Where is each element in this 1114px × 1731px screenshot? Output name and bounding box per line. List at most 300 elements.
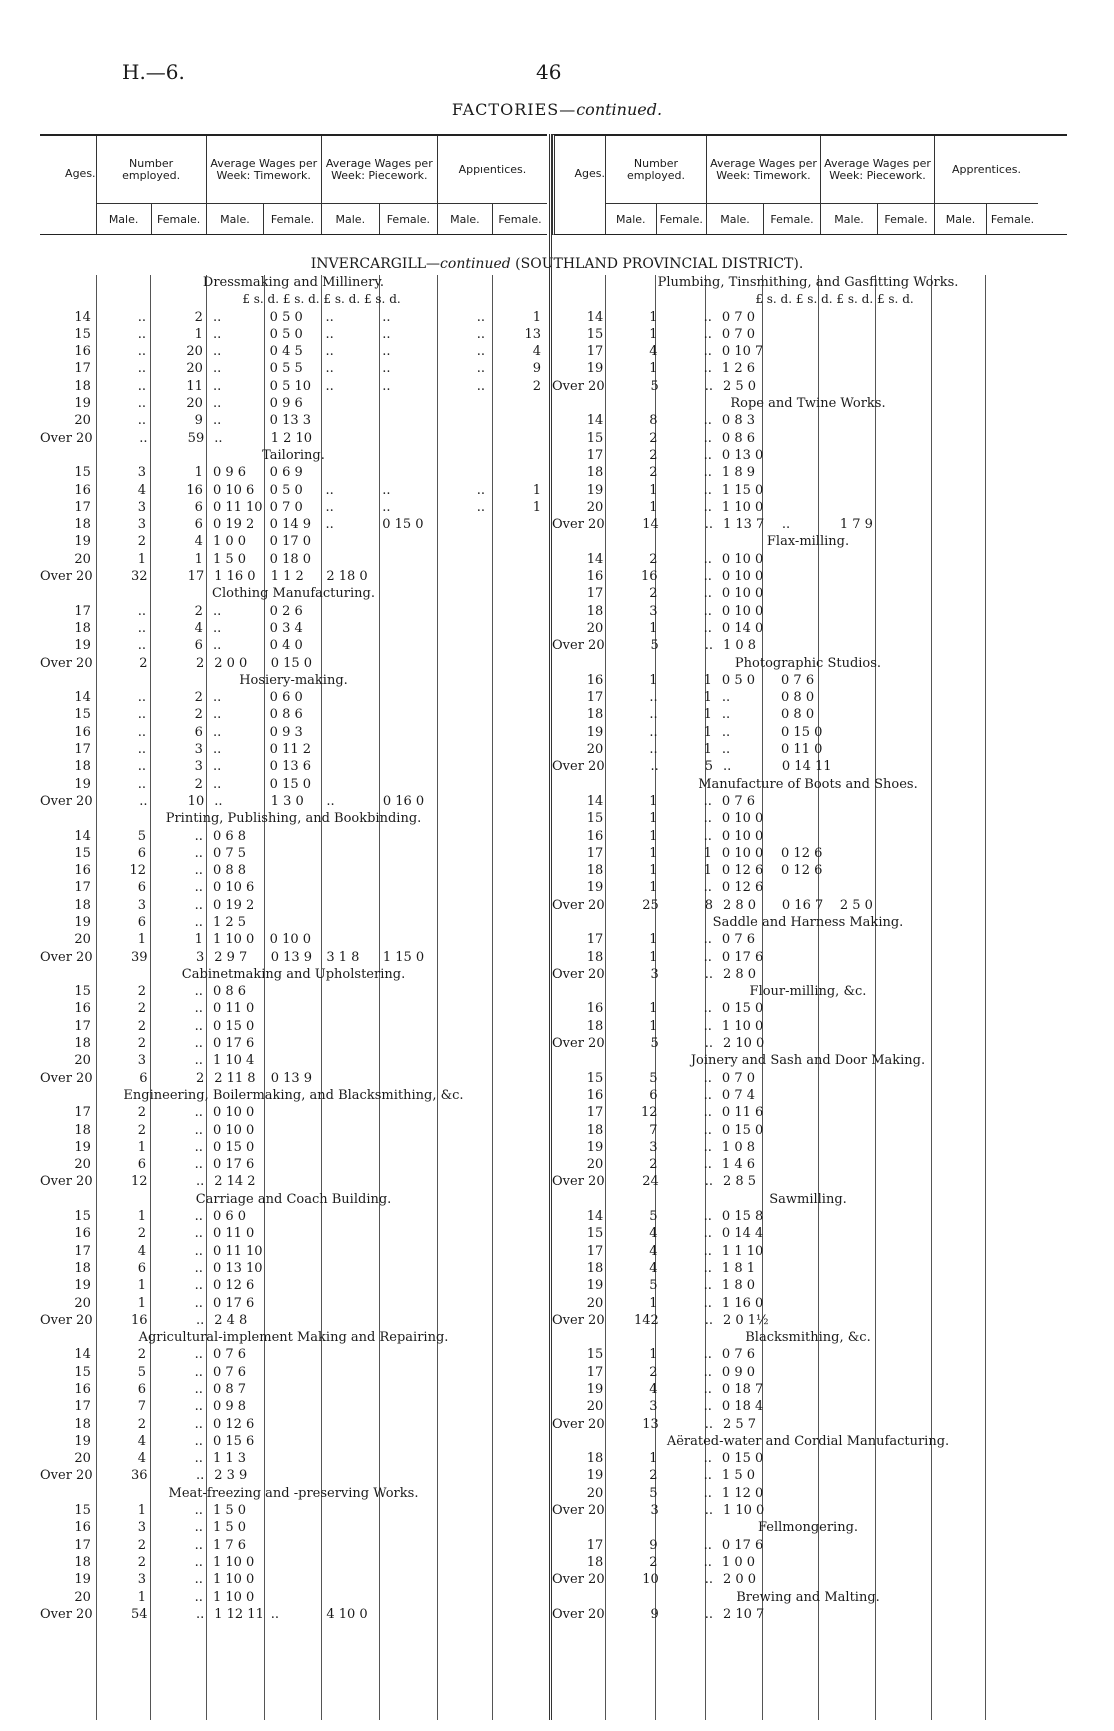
female-employed-cell: ..	[703, 1485, 712, 1501]
male-employed-cell: ..	[137, 707, 147, 723]
male-employed-cell: 3	[137, 1520, 147, 1536]
region-continued: continued	[440, 256, 511, 272]
male-piecework-wage-cell	[322, 828, 379, 845]
male-piecework-wage-cell	[322, 741, 379, 758]
male-apprentices-cell	[952, 689, 1010, 706]
table-row	[40, 1139, 547, 1156]
table-row	[40, 499, 547, 516]
male-apprentices-cell	[435, 620, 491, 637]
section-title: Flax-milling.	[766, 534, 850, 550]
female-employed-cell: ..	[703, 430, 712, 446]
male-employed-cell: 25	[642, 897, 659, 913]
table-row	[552, 343, 1064, 360]
female-timework-wage-cell	[778, 1173, 836, 1190]
female-piecework-wage-cell	[894, 1243, 952, 1260]
age-cell: 19	[586, 482, 604, 498]
male-employed-cell: 3	[649, 1399, 658, 1415]
female-apprentices-cell	[491, 1104, 547, 1121]
female-apprentices-cell	[491, 1139, 547, 1156]
table-row	[40, 914, 547, 931]
female-apprentices-cell	[491, 1571, 547, 1588]
female-timework-wage-cell	[778, 1312, 836, 1329]
female-piecework-wage-cell	[378, 706, 435, 723]
male-timework-wage-cell: 1 10 4	[212, 1053, 255, 1069]
female-apprentices-cell	[491, 430, 547, 447]
male-employed-cell: 6	[649, 1087, 658, 1103]
female-apprentices-cell	[491, 1260, 547, 1277]
female-apprentices-cell	[1011, 1122, 1064, 1139]
female-apprentices-cell	[1011, 1035, 1064, 1052]
male-timework-wage-cell: 2 0 1½	[722, 1312, 769, 1328]
male-employed-cell: ..	[137, 776, 147, 792]
male-apprentices-cell	[952, 1467, 1010, 1484]
age-cell: 17	[586, 1537, 604, 1553]
male-timework-wage-cell: 0 6 8	[212, 828, 247, 844]
male-piecework-wage-cell	[322, 1398, 379, 1415]
male-piecework-wage-cell	[322, 1260, 379, 1277]
female-timework-wage-cell	[266, 1398, 322, 1415]
female-employed-cell: ..	[703, 1347, 712, 1363]
age-cell: 18	[74, 1260, 91, 1276]
female-apprentices-cell	[491, 1537, 547, 1554]
table-row	[552, 1416, 1064, 1433]
male-timework-wage-cell: 2 4 8	[214, 1312, 248, 1328]
female-piecework-wage-cell: ..	[382, 361, 391, 377]
table-row	[552, 1070, 1064, 1087]
female-timework-wage-cell	[266, 1122, 322, 1139]
female-piecework-wage-cell	[894, 741, 952, 758]
age-cell: 18	[74, 897, 91, 913]
female-employed-cell: 9	[194, 413, 203, 429]
male-apprentices-cell	[952, 1225, 1010, 1242]
female-piecework-wage-cell	[895, 1606, 953, 1623]
female-piecework-wage-cell	[894, 1364, 952, 1381]
table-row	[552, 1364, 1064, 1381]
male-apprentices-cell: ..	[476, 309, 485, 325]
male-employed-cell: 1	[649, 1001, 658, 1017]
female-employed-cell: ..	[703, 569, 712, 585]
section-title: Rope and Twine Works.	[730, 396, 886, 412]
age-cell: 18	[74, 517, 91, 533]
male-apprentices-cell	[952, 360, 1010, 377]
female-apprentices-cell	[1011, 378, 1064, 395]
female-apprentices-cell	[1011, 949, 1064, 966]
female-piecework-wage-cell	[895, 1416, 953, 1433]
section-title: Meat-freezing and -preserving Works.	[168, 1485, 419, 1501]
female-piecework-wage-cell	[378, 724, 435, 741]
female-piecework-wage-cell	[378, 1052, 435, 1069]
male-timework-wage-cell: 1 10 0	[721, 499, 764, 515]
female-piecework-wage-cell	[379, 1467, 436, 1484]
female-employed-cell: ..	[703, 1087, 712, 1103]
male-piecework-wage-cell	[836, 1416, 895, 1433]
male-employed-cell: 2	[649, 586, 658, 602]
male-employed-cell: 1	[649, 1451, 658, 1467]
male-employed-cell: ..	[137, 344, 147, 360]
age-cell: 16	[74, 1001, 91, 1017]
male-employed-cell: 1	[649, 932, 658, 948]
male-apprentices-cell	[435, 637, 491, 654]
female-apprentices-cell	[491, 1364, 547, 1381]
male-piecework-wage-cell	[322, 1052, 379, 1069]
female-employed-cell: 20	[186, 361, 203, 377]
table-row	[552, 378, 1064, 395]
male-employed-cell: ..	[137, 690, 147, 706]
male-apprentices-cell	[953, 378, 1011, 395]
female-apprentices-cell	[491, 1450, 547, 1467]
female-timework-wage-cell	[778, 1606, 836, 1623]
female-piecework-wage-cell	[894, 1537, 952, 1554]
male-piecework-wage-cell	[322, 1433, 379, 1450]
female-employed-cell: ..	[703, 949, 712, 965]
female-timework-wage-cell: 0 4 0	[269, 638, 303, 654]
male-piecework-wage-cell	[322, 1450, 379, 1467]
age-cell: 19	[586, 361, 604, 377]
female-apprentices-cell	[491, 516, 547, 533]
female-employed-cell: ..	[703, 1243, 712, 1259]
male-timework-wage-cell: 0 17 6	[212, 1036, 255, 1052]
table-row	[40, 1208, 547, 1225]
table-row	[552, 1260, 1064, 1277]
age-cell: Over 20	[40, 949, 93, 965]
female-employed-cell: ..	[704, 1312, 713, 1328]
male-timework-wage-cell: ..	[212, 603, 222, 619]
female-apprentices-cell	[1011, 1139, 1064, 1156]
female-timework-wage-cell: 0 13 6	[269, 759, 312, 775]
male-apprentices-cell	[435, 1467, 491, 1484]
age-cell: 20	[586, 1399, 604, 1415]
female-employed-cell: ..	[194, 1537, 203, 1553]
female-timework-wage-cell: 0 5 0	[269, 326, 303, 342]
female-piecework-wage-cell	[378, 828, 435, 845]
male-timework-wage-cell: 1 5 0	[721, 1468, 755, 1484]
male-apprentices-cell	[953, 1502, 1011, 1519]
age-cell: Over 20	[552, 1572, 605, 1588]
age-cell: Over 20	[552, 897, 605, 913]
female-employed-cell: ..	[703, 1537, 712, 1553]
age-cell: 14	[586, 1209, 604, 1225]
male-employed-cell: 6	[137, 880, 147, 896]
age-cell: Over 20	[40, 1174, 93, 1190]
female-employed-cell: 2	[194, 707, 203, 723]
female-apprentices-cell	[1011, 1173, 1064, 1190]
female-timework-wage-cell	[267, 1173, 323, 1190]
male-apprentices-cell	[952, 672, 1010, 689]
header-avg-piecework	[321, 136, 437, 234]
female-apprentices-cell	[491, 395, 547, 412]
female-piecework-wage-cell	[894, 343, 952, 360]
male-piecework-wage-cell: 4 10 0	[326, 1606, 368, 1622]
table-row	[552, 1606, 1064, 1623]
age-cell: 17	[74, 1105, 91, 1121]
age-cell: 19	[74, 1278, 91, 1294]
male-piecework-wage-cell	[322, 1589, 379, 1606]
male-timework-wage-cell: 2 3 9	[214, 1468, 248, 1484]
female-employed-cell: ..	[703, 1468, 712, 1484]
male-apprentices-cell	[952, 810, 1010, 827]
female-employed-cell: ..	[703, 465, 712, 481]
female-apprentices-cell	[491, 758, 547, 775]
table-row	[40, 1312, 547, 1329]
male-piecework-wage-cell	[835, 1554, 894, 1571]
section-title: Joinery and Sash and Door Making.	[690, 1053, 926, 1069]
female-apprentices-cell	[1011, 637, 1064, 654]
female-apprentices-cell	[491, 1554, 547, 1571]
age-cell: 19	[586, 1382, 604, 1397]
header-male: Male.	[720, 212, 750, 226]
male-piecework-wage-cell	[835, 672, 894, 689]
male-apprentices-cell	[952, 464, 1010, 481]
age-cell: 17	[74, 742, 91, 758]
male-employed-cell: 6	[139, 1070, 148, 1086]
age-cell: 17	[586, 932, 604, 948]
male-employed-cell: 1	[649, 863, 658, 879]
currency-header: £ s. d. £ s. d. £ s. d. £ s. d.	[242, 292, 401, 307]
female-employed-cell: ..	[703, 603, 712, 619]
female-apprentices-cell	[1011, 1260, 1064, 1277]
female-timework-wage-cell	[266, 1104, 322, 1121]
male-apprentices-cell	[435, 949, 491, 966]
table-row	[552, 499, 1064, 516]
female-piecework-wage-cell	[378, 689, 435, 706]
female-piecework-wage-cell	[894, 447, 952, 464]
female-apprentices-cell	[491, 931, 547, 948]
female-employed-cell: ..	[703, 1122, 712, 1138]
male-timework-wage-cell: 0 8 8	[212, 863, 247, 879]
male-employed-cell: 1	[649, 793, 658, 809]
male-piecework-wage-cell	[835, 1122, 894, 1139]
female-employed-cell: ..	[194, 1226, 203, 1242]
female-apprentices-cell	[491, 1502, 547, 1519]
age-cell: 15	[74, 1503, 91, 1519]
male-employed-cell: 4	[137, 1451, 147, 1467]
male-apprentices-cell	[952, 343, 1010, 360]
male-piecework-wage-cell	[322, 845, 379, 862]
female-apprentices-cell	[491, 1000, 547, 1017]
male-employed-cell: 4	[137, 1433, 147, 1449]
male-apprentices-cell	[952, 430, 1010, 447]
male-employed-cell: 2	[137, 1122, 147, 1138]
female-piecework-wage-cell	[894, 360, 952, 377]
male-piecework-wage-cell	[836, 637, 895, 654]
male-employed-cell: 12	[130, 1174, 148, 1190]
age-cell: Over 20	[552, 759, 605, 775]
table-row	[552, 482, 1064, 499]
table-row	[40, 983, 547, 1000]
female-apprentices-cell	[1011, 1381, 1064, 1398]
header-male: Male.	[834, 212, 864, 226]
male-apprentices-cell	[952, 1554, 1010, 1571]
table-row	[40, 430, 547, 447]
female-employed-cell: 1	[703, 863, 712, 879]
male-employed-cell: 2	[137, 1416, 147, 1432]
table-row	[40, 309, 547, 326]
table-row	[40, 1225, 547, 1242]
section-title: Dressmaking and Millinery.	[202, 275, 385, 290]
female-timework-wage-cell: 0 9 6	[269, 396, 303, 412]
male-apprentices-cell	[952, 568, 1010, 585]
female-timework-wage-cell	[266, 1000, 322, 1017]
header-ages-label: Ages.	[65, 166, 96, 180]
male-timework-wage-cell: 1 10 0	[722, 1503, 765, 1519]
table-row	[552, 1122, 1064, 1139]
female-apprentices-cell	[1011, 724, 1064, 741]
male-employed-cell: ..	[137, 396, 147, 412]
male-piecework-wage-cell	[835, 828, 894, 845]
male-employed-cell: 3	[137, 465, 147, 481]
male-timework-wage-cell: 1 10 0	[721, 1018, 764, 1034]
male-apprentices-cell	[952, 603, 1010, 620]
age-cell: 18	[74, 759, 91, 775]
female-apprentices-cell	[491, 914, 547, 931]
female-timework-wage-cell	[266, 1208, 322, 1225]
age-cell: 17	[74, 880, 91, 896]
age-cell: 19	[74, 1572, 91, 1588]
male-employed-cell: 7	[649, 1122, 658, 1138]
male-apprentices-cell	[435, 1122, 491, 1139]
male-piecework-wage-cell	[322, 1156, 379, 1173]
male-employed-cell: 32	[130, 569, 148, 585]
male-timework-wage-cell: 0 7 6	[212, 1364, 247, 1380]
region-name: INVERCARGILL—	[310, 256, 441, 272]
age-cell: Over 20	[552, 966, 605, 982]
female-piecework-wage-cell	[894, 1000, 952, 1017]
male-employed-cell: 1	[137, 1589, 147, 1605]
male-apprentices-cell: ..	[476, 326, 485, 342]
female-timework-wage-cell	[777, 1364, 835, 1381]
male-employed-cell: 4	[137, 1243, 147, 1259]
male-apprentices-cell	[952, 862, 1010, 879]
age-cell: 15	[586, 811, 604, 827]
female-timework-wage-cell	[777, 949, 835, 966]
female-employed-cell: ..	[194, 880, 203, 896]
female-piecework-wage-cell	[894, 1208, 952, 1225]
table-row	[552, 897, 1064, 914]
female-piecework-wage-cell	[378, 1295, 435, 1312]
male-timework-wage-cell: ..	[212, 309, 222, 325]
female-employed-cell: ..	[194, 1589, 203, 1605]
table-row	[552, 1139, 1064, 1156]
page-number: 46	[536, 60, 562, 84]
table-row	[40, 395, 547, 412]
female-apprentices-cell	[491, 1122, 547, 1139]
female-apprentices-cell: 13	[524, 326, 541, 342]
male-piecework-wage-cell	[322, 620, 379, 637]
male-timework-wage-cell: ..	[721, 724, 731, 740]
female-apprentices-cell	[1011, 1018, 1064, 1035]
female-apprentices-cell	[1011, 1225, 1064, 1242]
age-cell: 14	[586, 551, 604, 567]
male-apprentices-cell	[952, 949, 1010, 966]
female-piecework-wage-cell	[378, 1122, 435, 1139]
female-apprentices-cell	[491, 637, 547, 654]
male-apprentices-cell	[952, 845, 1010, 862]
male-timework-wage-cell: 1 16 0	[214, 569, 256, 585]
male-employed-cell: 16	[641, 569, 658, 585]
female-piecework-wage-cell: ..	[382, 378, 391, 394]
female-piecework-wage-cell	[894, 585, 952, 602]
male-apprentices-cell	[952, 1485, 1010, 1502]
female-piecework-wage-cell	[895, 637, 953, 654]
male-apprentices-cell	[435, 1104, 491, 1121]
table-row	[40, 568, 547, 585]
age-cell: Over 20	[552, 1174, 605, 1190]
table-row	[552, 1346, 1064, 1363]
male-employed-cell: 4	[649, 1260, 658, 1276]
male-apprentices-cell	[435, 1606, 491, 1623]
female-timework-wage-cell	[777, 326, 835, 343]
female-piecework-wage-cell	[378, 845, 435, 862]
male-timework-wage-cell: 0 18 4	[721, 1399, 764, 1415]
female-employed-cell: ..	[194, 1053, 203, 1069]
age-cell: 17	[586, 447, 604, 463]
male-employed-cell: ..	[649, 690, 658, 706]
male-piecework-wage-cell	[836, 1502, 895, 1519]
female-apprentices-cell	[491, 1052, 547, 1069]
male-piecework-wage-cell	[836, 1606, 895, 1623]
female-employed-cell: ..	[703, 620, 712, 636]
female-piecework-wage-cell	[379, 1312, 436, 1329]
male-piecework-wage-cell	[835, 585, 894, 602]
male-employed-cell: 1	[137, 551, 147, 567]
header-female: Female.	[492, 204, 547, 234]
female-employed-cell: ..	[194, 1520, 203, 1536]
female-timework-wage-cell	[777, 1277, 835, 1294]
female-timework-wage-cell: 0 13 9	[270, 949, 313, 965]
female-timework-wage-cell	[266, 1381, 322, 1398]
male-employed-cell: ..	[137, 724, 147, 740]
female-piecework-wage-cell	[894, 1554, 952, 1571]
female-apprentices-cell	[1011, 482, 1064, 499]
male-timework-wage-cell: 2 0 0	[214, 655, 248, 671]
male-timework-wage-cell: 2 11 8	[214, 1070, 256, 1086]
male-piecework-wage-cell	[835, 1225, 894, 1242]
female-employed-cell: ..	[703, 1260, 712, 1276]
female-employed-cell: ..	[194, 1572, 203, 1588]
male-apprentices-cell	[952, 1087, 1010, 1104]
female-apprentices-cell	[1011, 516, 1064, 533]
female-piecework-wage-cell	[894, 1156, 952, 1173]
female-piecework-wage-cell	[379, 568, 436, 585]
female-employed-cell: ..	[703, 551, 712, 567]
female-apprentices-cell	[491, 862, 547, 879]
table-row	[552, 603, 1064, 620]
male-timework-wage-cell: 0 7 6	[212, 1347, 247, 1363]
female-employed-cell: ..	[703, 1105, 712, 1121]
female-timework-wage-cell	[266, 983, 322, 1000]
female-employed-cell: ..	[703, 1364, 712, 1380]
male-piecework-wage-cell	[835, 879, 894, 896]
male-timework-wage-cell: 0 10 0	[212, 1122, 255, 1138]
female-timework-wage-cell: 0 5 5	[269, 361, 303, 377]
female-apprentices-cell	[1011, 1277, 1064, 1294]
age-cell: 18	[74, 1122, 91, 1138]
male-piecework-wage-cell: 2 5 0	[839, 897, 873, 913]
table-row	[552, 706, 1064, 723]
male-timework-wage-cell: 0 19 2	[212, 517, 255, 533]
male-apprentices-cell	[435, 1398, 491, 1415]
male-employed-cell: 1	[649, 620, 658, 636]
female-employed-cell: ..	[194, 1364, 203, 1380]
age-cell: 15	[586, 1347, 604, 1363]
female-employed-cell: ..	[194, 1018, 203, 1034]
female-timework-wage-cell	[266, 862, 322, 879]
female-timework-wage-cell	[266, 845, 322, 862]
female-timework-wage-cell: 0 5 10	[269, 378, 312, 394]
table-row	[552, 1502, 1064, 1519]
male-apprentices-cell	[435, 464, 491, 481]
age-cell: 19	[74, 396, 91, 412]
